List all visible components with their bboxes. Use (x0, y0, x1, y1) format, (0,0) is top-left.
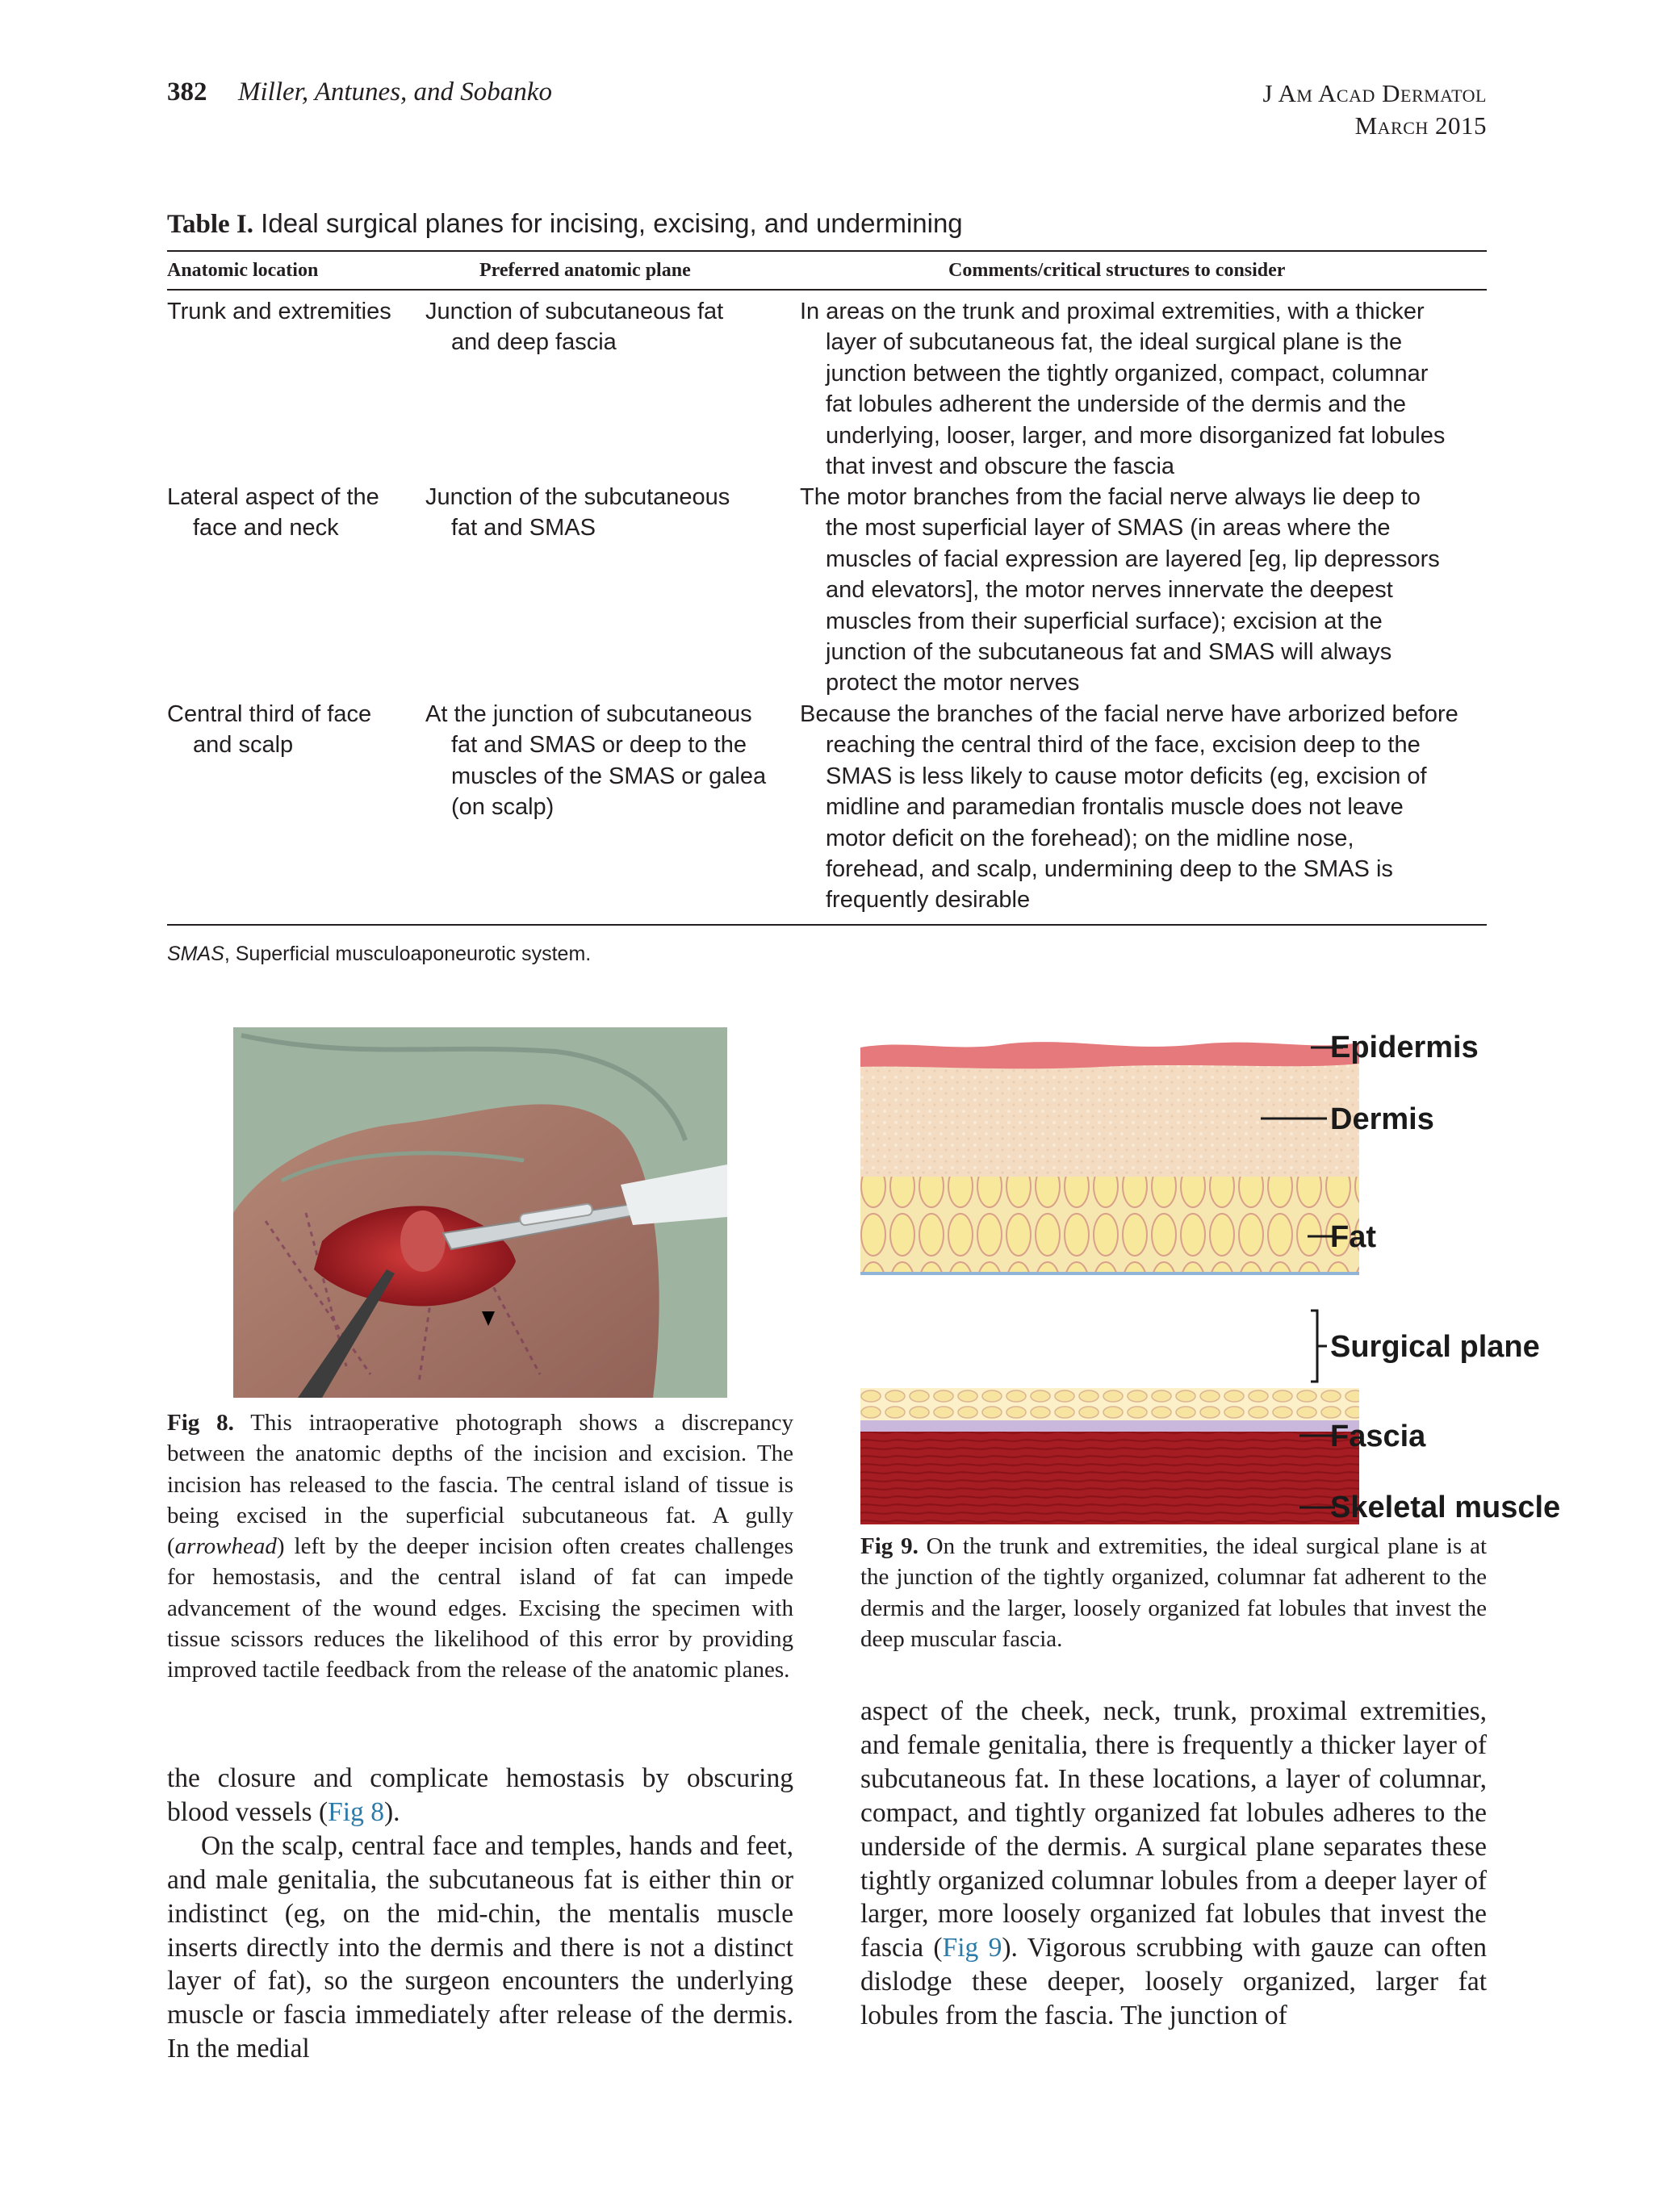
table-cell-plane: At the junction of subcutaneous fat and SMAS or deep to the muscles of the SMAS or galea (on scalp) (425, 701, 767, 821)
table-bottom-rule (167, 924, 1487, 926)
table-cell-comments: In areas on the trunk and proximal extremities, with a thicker layer of subcutaneous fat, the ideal surgical plane is the junction between the tightly organized, compact, columnar fat lobules adherent the underside of the dermis and the underlying, looser, larger, and more disorganized fat lobules that invest and obscure the fascia (800, 299, 1446, 480)
footnote-text: , Superficial musculoaponeurotic system. (224, 943, 592, 965)
column-header-location: Anatomic location (167, 260, 319, 281)
label-fascia: Fascia (1330, 1420, 1426, 1453)
running-head-authors: Miller, Antunes, and Sobanko (238, 77, 552, 107)
fig8-photograph (233, 1027, 727, 1398)
label-fat: Fat (1330, 1220, 1376, 1254)
table-caption (167, 208, 963, 240)
fig8-reference-link[interactable]: Fig 8 (328, 1796, 384, 1827)
label-dermis: Dermis (1330, 1102, 1434, 1136)
column-header-plane: Preferred anatomic plane (479, 260, 691, 281)
label-skeletal-muscle: Skeletal muscle (1330, 1491, 1561, 1524)
label-epidermis: Epidermis (1330, 1031, 1479, 1064)
body-text-right-column (860, 1695, 1487, 2033)
fascia-layer (860, 1420, 1359, 1432)
page-number: 382 (167, 77, 207, 107)
table-cell-plane: Junction of subcutaneous fat and deep fascia (425, 299, 724, 356)
footnote-abbreviation: SMAS (167, 943, 224, 965)
table-cell-location: Trunk and extremities (167, 299, 391, 324)
skin-layer-diagram (859, 1017, 1561, 1527)
body-paragraph: On the scalp, central face and temples, hands and feet, and male genitalia, the subcutaneous fat is either thin or indistinct (eg, on the mid-chin, the mentalis muscle inserts directly into the dermis and there is not a distinct layer of fat), so the surgeon encounters the underlying muscle or fascia immediately after release of the dermis. In the medial (167, 1830, 793, 2064)
journal-issue: March 2015 (1354, 111, 1487, 140)
table-header-rule (167, 289, 1487, 291)
label-surgical-plane: Surgical plane (1330, 1330, 1540, 1364)
table-cell-location: Lateral aspect of the face and neck (167, 484, 379, 542)
journal-name: J Am Acad Dermatol (1262, 79, 1487, 107)
fig8-label: Fig 8. (167, 1410, 234, 1436)
fig8-caption: Fig 8. This intraoperative photograph shows a discrepancy between the anatomic depths of the incision and excision. The incision has released to the fascia. The central island of tissue is being excised in the superficial subcutaneous fat. A gully (arrowhead) left by the deeper incision often creates challenges for hemostasis, and the central island of fat can impede advancement of the wound edges. Excising the specimen with tissue scissors reduces the likelihood of this error by providing improved tactile feedback from the release of the anatomic planes. (167, 1410, 793, 1683)
body-text-left-column (167, 1762, 793, 2066)
fig9-reference-link[interactable]: Fig 9 (942, 1933, 1002, 1963)
table-top-rule (167, 250, 1487, 252)
running-head-journal (1262, 77, 1487, 142)
body-paragraph: the closure and complicate hemostasis by obscuring blood vessels (Fig 8). (167, 1763, 793, 1827)
fat-layer (860, 1177, 1359, 1273)
fig9-diagram (859, 1017, 1561, 1527)
table-title: Ideal surgical planes for incising, excising, and undermining (261, 208, 963, 238)
table-cell-location: Central third of face and scalp (167, 701, 372, 759)
deep-fat-layer (860, 1388, 1359, 1422)
table-header-row (167, 260, 1487, 289)
surgical-photo (233, 1027, 727, 1398)
fig9-label: Fig 9. (860, 1533, 919, 1559)
table-cell-comments: Because the branches of the facial nerve have arborized before reaching the central third of the face, excision deep to the SMAS is less likely to cause motor deficits (eg, excision of midline and paramedian frontalis muscle does not leave motor deficit on the forehead); on the midline nose, forehead, and scalp, undermining deep to the SMAS is frequently desirable (800, 701, 1458, 914)
table-cell-plane: Junction of the subcutaneous fat and SMAS (425, 484, 730, 542)
table-cell-comments: The motor branches from the facial nerve always lie deep to the most superficial layer of SMAS (in areas where the muscles of facial expression are layered [eg, lip depressors and elevators], the motor nerves innervate the deepest muscles from their superficial surface); excision at the junction of the subcutaneous fat and SMAS will always protect the motor nerves (800, 484, 1440, 696)
dermis-layer (860, 1064, 1359, 1178)
body-paragraph: aspect of the cheek, neck, trunk, proximal extremities, and female genitalia, there is frequently a thicker layer of subcutaneous fat. In these locations, a layer of columnar, compact, and tightly organized fat lobules adheres to the underside of the dermis. A surgical plane separates these tightly organized columnar lobules from a deeper layer of larger, more loosely organized fat lobules that invest the fascia (Fig 9). Vigorous scrubbing with gauze can often dislodge these deeper, loosely organized, larger fat lobules from the fascia. The junction of (860, 1696, 1487, 2031)
fig9-caption: Fig 9. On the trunk and extremities, the ideal surgical plane is at the junction of the tightly organized, columnar fat adherent to the dermis and the larger, loosely organized fat lobules that invest the deep muscular fascia. (860, 1533, 1487, 1652)
muscle-layer (860, 1432, 1359, 1524)
table-footnote (167, 943, 591, 966)
column-header-comments: Comments/critical structures to consider (948, 260, 1286, 281)
table-label: Table I. (167, 210, 253, 239)
